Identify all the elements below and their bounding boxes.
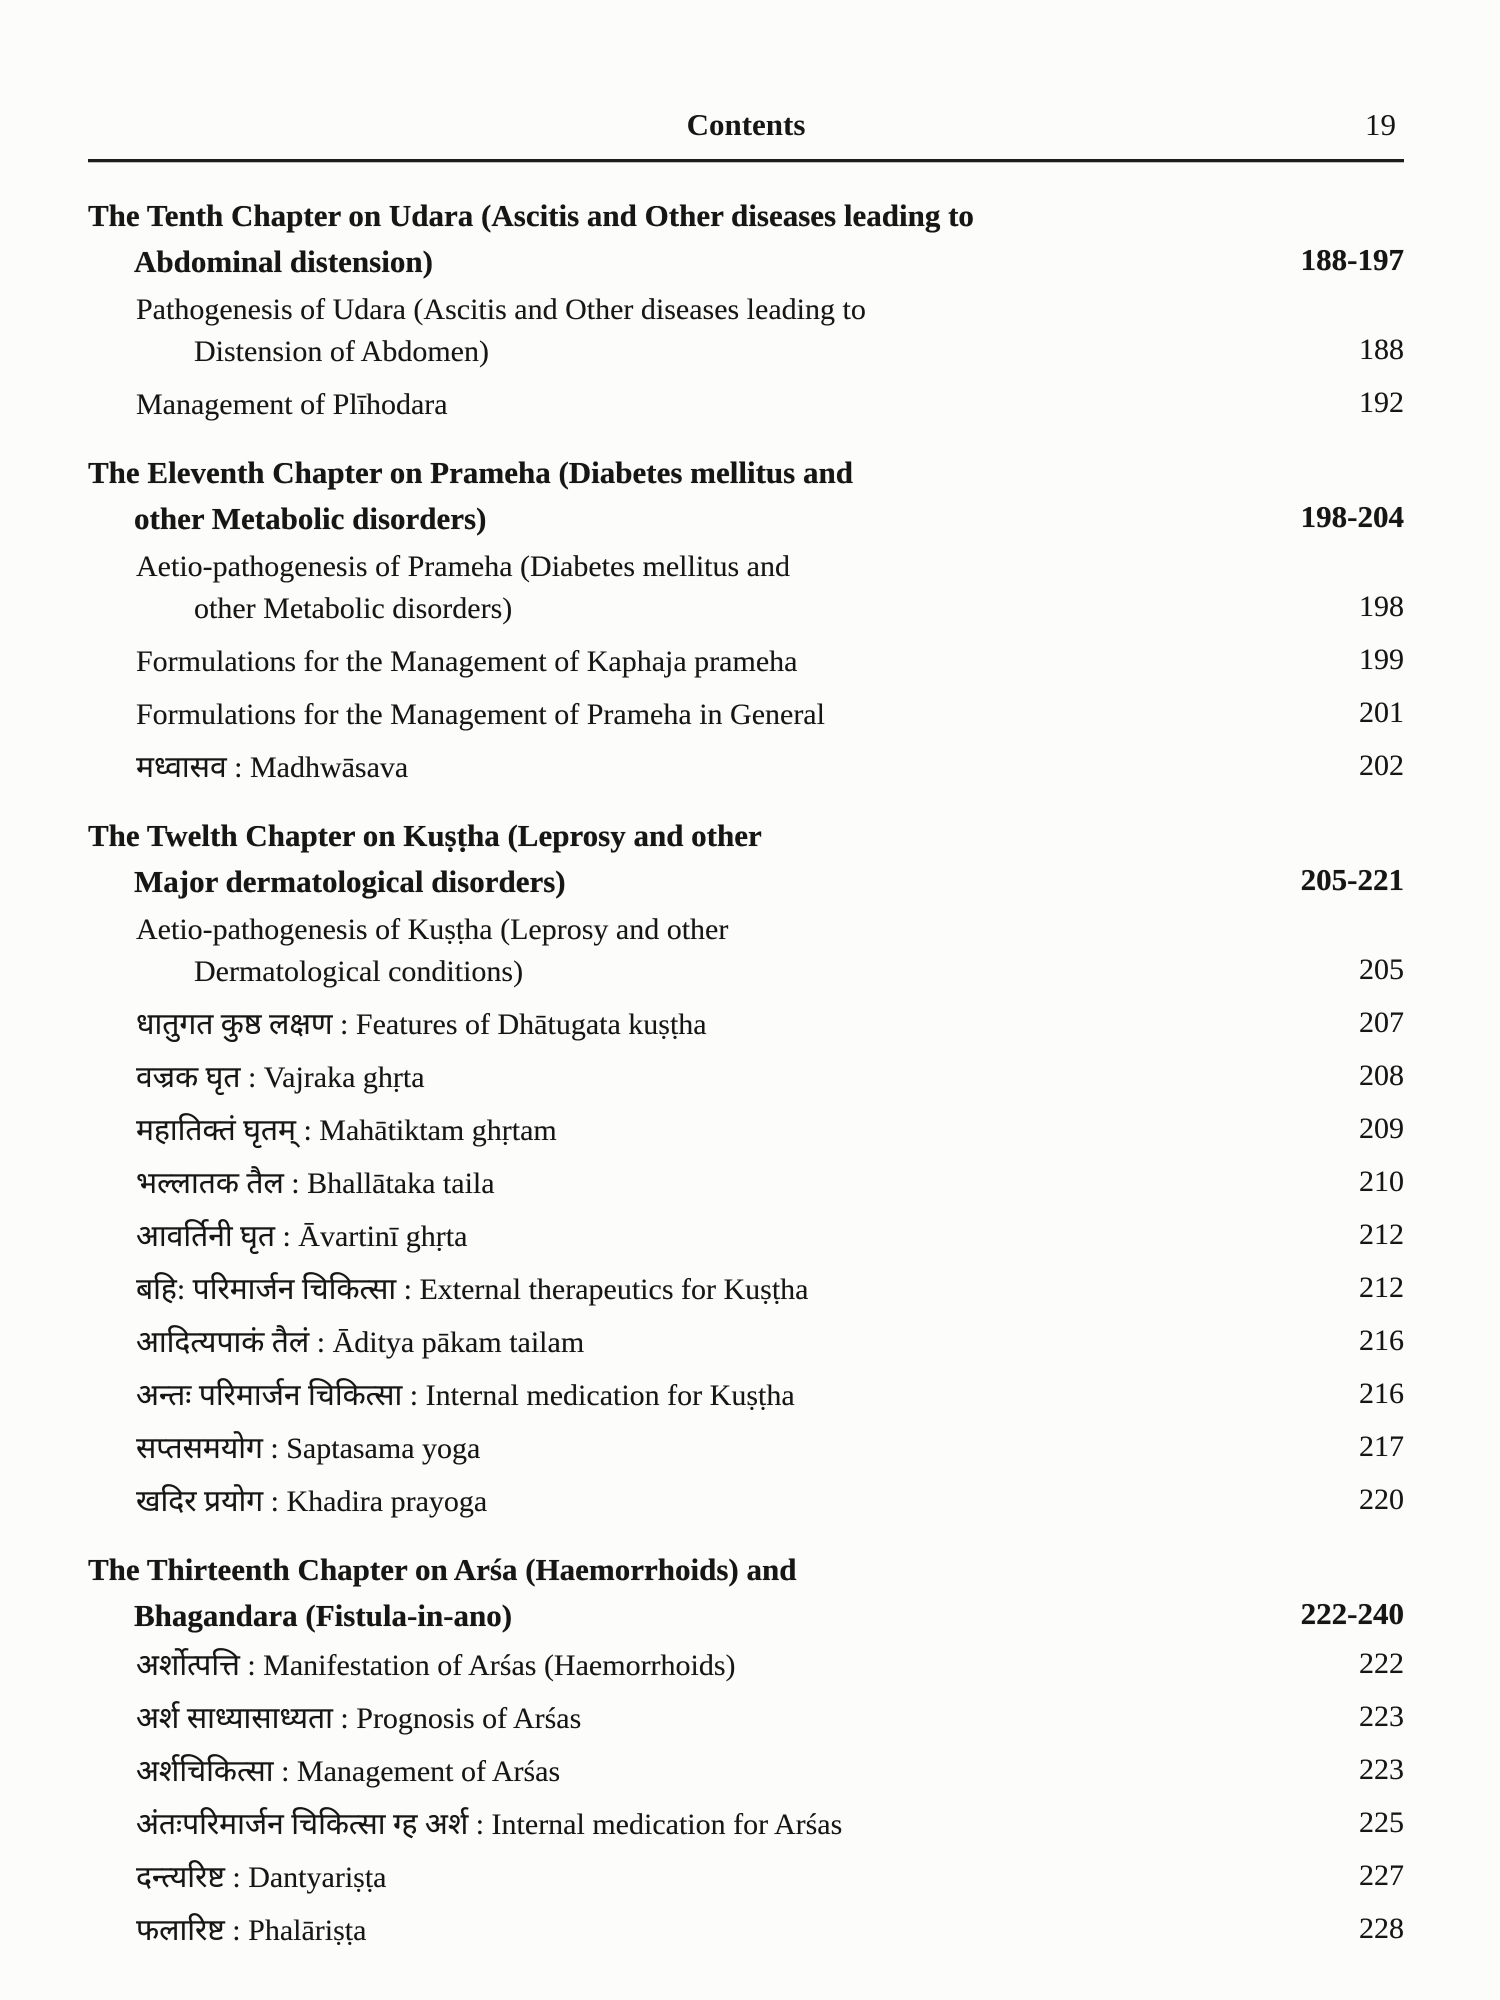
entry-text: [136, 747, 408, 789]
entry-page-number: 210: [1359, 1165, 1404, 1198]
entry-text: [136, 546, 790, 630]
chapter-title-line2: Major dermatological disorders): [134, 864, 566, 899]
chapter-heading-row: [88, 193, 1404, 285]
chapter-title: [88, 193, 974, 285]
entry-page-number: 205: [1359, 953, 1404, 986]
toc-entry: [88, 1161, 1404, 1205]
entry-page-number: 222: [1359, 1647, 1404, 1680]
chapter-heading-row: [88, 1547, 1404, 1639]
entry-text-line1: धातुगत कुष्ठ लक्षण : Features of Dhātugata kuṣṭha: [136, 1008, 707, 1041]
entry-text-line1: Aetio-pathogenesis of Kuṣṭha (Leprosy and other: [136, 913, 729, 946]
entry-page-number: 216: [1359, 1377, 1404, 1410]
chapter-page-range: 205-221: [1300, 862, 1404, 897]
entry-page-number: 192: [1359, 386, 1404, 419]
toc-entry: [88, 1479, 1404, 1523]
header-rule: [88, 159, 1404, 162]
entry-text-line1: अन्तः परिमार्जन चिकित्सा : Internal medication for Kuṣṭha: [136, 1379, 795, 1412]
page-header: [88, 104, 1404, 146]
entry-text-line1: बहि: परिमार्जन चिकित्सा : External therapeutics for Kuṣṭha: [136, 1273, 809, 1306]
chapter-heading-row: [88, 813, 1404, 905]
entry-text-line1: वज्रक घृत : Vajraka ghṛta: [136, 1061, 425, 1094]
toc-entry: [88, 1696, 1404, 1740]
entry-text: [136, 1481, 487, 1523]
entry-text-line1: खदिर प्रयोग : Khadira prayoga: [136, 1485, 488, 1518]
entry-page-number: 201: [1359, 696, 1404, 729]
entry-text: [136, 289, 866, 373]
toc-entry: [88, 1373, 1404, 1417]
entry-text-line1: अर्शचिकित्सा : Management of Arśas: [136, 1755, 561, 1788]
entry-page-number: 223: [1359, 1700, 1404, 1733]
entry-page-number: 217: [1359, 1430, 1404, 1463]
entry-text-line1: फलारिष्ट : Phalāriṣṭa: [136, 1914, 367, 1947]
entry-page-number: 228: [1359, 1912, 1404, 1945]
toc-entry: [88, 1002, 1404, 1046]
entry-page-number: 188: [1359, 333, 1404, 366]
toc-entry: [88, 639, 1404, 683]
entry-text: [136, 1804, 842, 1846]
entry-text-line1: आवर्तिनी घृत : Āvartinī ghṛta: [136, 1220, 468, 1253]
entry-page-number: 227: [1359, 1859, 1404, 1892]
contents-title: Contents: [686, 107, 806, 142]
toc-entry: [88, 1320, 1404, 1364]
chapter-title-line1: The Thirteenth Chapter on Arśa (Haemorrhoids) and: [88, 1552, 797, 1587]
entry-text: [136, 1910, 366, 1952]
entry-text-line1: दन्त्यरिष्ट : Dantyariṣṭa: [136, 1861, 387, 1894]
entry-text-line1: Formulations for the Management of Prameha in General: [136, 698, 825, 731]
toc-section-chapter-10: [88, 193, 1404, 426]
toc-entry: [88, 1908, 1404, 1952]
entry-text: [136, 1004, 707, 1046]
chapter-page-range: 222-240: [1300, 1596, 1404, 1631]
chapter-heading-row: [88, 450, 1404, 542]
entry-text-line1: अंतःपरिमार्जन चिकित्सा ग्ह अर्श : Internal medication for Arśas: [136, 1808, 843, 1841]
toc-entry: [88, 289, 1404, 373]
entry-text: [136, 1269, 808, 1311]
entry-text-line1: Pathogenesis of Udara (Ascitis and Other diseases leading to: [136, 293, 866, 326]
chapter-page-range: 198-204: [1300, 499, 1404, 534]
chapter-title-line2: other Metabolic disorders): [134, 501, 487, 536]
toc-entry: [88, 1108, 1404, 1152]
toc-entry: [88, 1802, 1404, 1846]
folio-page-number: 19: [1365, 107, 1396, 142]
chapter-title-line1: The Eleventh Chapter on Prameha (Diabetes mellitus and: [88, 455, 853, 490]
entry-text: [136, 1751, 560, 1793]
entry-page-number: 209: [1359, 1112, 1404, 1145]
toc-entry: [88, 1643, 1404, 1687]
entry-text: [136, 1375, 795, 1417]
chapter-title: [88, 1547, 796, 1639]
entry-text: [136, 1110, 557, 1152]
toc-entry: [88, 1749, 1404, 1793]
chapter-title-line1: The Twelth Chapter on Kuṣṭha (Leprosy and other: [88, 818, 762, 853]
entry-text: [136, 1322, 584, 1364]
chapter-title-line2: Bhagandara (Fistula-in-ano): [134, 1598, 513, 1633]
entry-page-number: 208: [1359, 1059, 1404, 1092]
entry-page-number: 212: [1359, 1218, 1404, 1251]
toc-entry: [88, 1214, 1404, 1258]
entry-page-number: 225: [1359, 1806, 1404, 1839]
entry-page-number: 199: [1359, 643, 1404, 676]
entry-text-line1: Management of Plīhodara: [136, 388, 448, 421]
entry-text: [136, 1645, 736, 1687]
entry-text-line1: सप्तसमयोग : Saptasama yoga: [136, 1432, 481, 1465]
toc-entry: [88, 382, 1404, 426]
entry-page-number: 220: [1359, 1483, 1404, 1516]
entry-text-line1: अर्श साध्यासाध्यता : Prognosis of Arśas: [136, 1702, 582, 1735]
entry-text: [136, 694, 825, 736]
entry-text: [136, 1216, 467, 1258]
toc-section-chapter-12: [88, 813, 1404, 1523]
entry-text-line1: Formulations for the Management of Kaphaja prameha: [136, 645, 798, 678]
entry-text-line1: महातिक्तं घृतम् : Mahātiktam ghṛtam: [136, 1114, 557, 1147]
entry-text: [136, 1698, 581, 1740]
toc-entry: [88, 1267, 1404, 1311]
entry-text-line1: अर्शोत्पत्ति : Manifestation of Arśas (Haemorrhoids): [136, 1649, 736, 1682]
entry-page-number: 207: [1359, 1006, 1404, 1039]
entry-page-number: 212: [1359, 1271, 1404, 1304]
chapter-title-line2: Abdominal distension): [134, 244, 433, 279]
chapter-title: [88, 450, 853, 542]
chapter-title-line1: The Tenth Chapter on Udara (Ascitis and Other diseases leading to: [88, 198, 974, 233]
toc-section-chapter-13: [88, 1547, 1404, 1952]
entry-page-number: 216: [1359, 1324, 1404, 1357]
entry-text-line1: Aetio-pathogenesis of Prameha (Diabetes mellitus and: [136, 550, 790, 583]
entry-page-number: 202: [1359, 749, 1404, 782]
entry-text-line2: Distension of Abdomen): [194, 335, 489, 368]
toc-section-chapter-11: [88, 450, 1404, 789]
entry-text-line1: आदित्यपाकं तैलं : Āditya pākam tailam: [136, 1326, 585, 1359]
toc-entry: [88, 1426, 1404, 1470]
toc-entry: [88, 692, 1404, 736]
entry-text-line2: Dermatological conditions): [194, 955, 524, 988]
chapter-page-range: 188-197: [1300, 242, 1404, 277]
entry-text: [136, 384, 448, 426]
entry-text: [136, 641, 797, 683]
toc-entry: [88, 1055, 1404, 1099]
chapter-title: [88, 813, 762, 905]
entry-text: [136, 1057, 425, 1099]
toc-entry: [88, 909, 1404, 993]
toc-entry: [88, 546, 1404, 630]
entry-text: [136, 909, 728, 993]
entry-text-line2: other Metabolic disorders): [194, 592, 513, 625]
toc-entry: [88, 745, 1404, 789]
entry-text: [136, 1428, 480, 1470]
entry-page-number: 198: [1359, 590, 1404, 623]
entry-text-line1: मध्वासव : Madhwāsava: [136, 751, 409, 784]
entry-text: [136, 1163, 495, 1205]
entry-text-line1: भल्लातक तैल : Bhallātaka taila: [136, 1167, 495, 1200]
entry-page-number: 223: [1359, 1753, 1404, 1786]
toc-entry: [88, 1855, 1404, 1899]
entry-text: [136, 1857, 386, 1899]
